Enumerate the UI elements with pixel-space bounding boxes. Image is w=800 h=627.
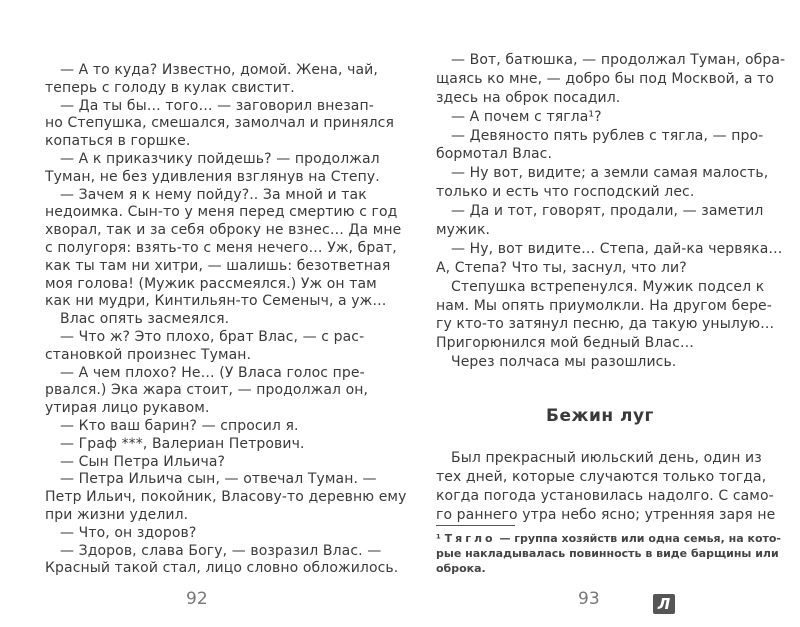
footnote-text: — группа хозяйств или одна семья, на кото- — [499, 532, 781, 545]
text-line: — Кто ваш барин? — спросил я. — [60, 417, 299, 434]
text-line: Пригорюнился мой бедный Влас… — [436, 335, 694, 352]
text-line: только и есть что господский лес. — [436, 184, 695, 201]
footnote — [436, 531, 781, 576]
text-line: — Зачем я к нему пойду?.. За мной и так — [60, 186, 367, 203]
chapter-title: Бежин луг — [546, 406, 654, 426]
text-line: А, Степа? Что ты, заснул, что ли? — [436, 259, 687, 276]
footnote-term: Тягло — [444, 532, 496, 545]
text-line: здесь на оброк посадил. — [436, 89, 621, 106]
text-line: — Ну, вот видите… Степа, дай-ка червяка… — [451, 240, 783, 257]
text-line: Петр Ильич, покойник, Власову-то деревню ему — [45, 489, 407, 506]
footnote-line: рые накладывалась повинность в виде барщины или — [436, 547, 779, 560]
text-line: когда погода установилась надолго. С само- — [436, 488, 774, 504]
text-line: хворал, так и за себя оброку не взнес… Да мне — [45, 222, 402, 239]
text-line: гу кто-то затянул песню, да такую унылую… — [436, 316, 775, 333]
text-line: Степушка встрепенулся. Мужик подсел к — [451, 278, 765, 295]
page-number: 92 — [186, 589, 208, 609]
text-line: как ты там ни хитри, — шалишь: безответная — [45, 257, 391, 274]
right-page-text — [436, 51, 786, 372]
text-line: — Что, он здоров? — [60, 524, 197, 541]
text-line: Влас опять засмеялся. — [60, 311, 230, 328]
text-line: бормотал Влас. — [436, 146, 553, 163]
text-line: как ни мудри, Кинтильян-то Семеныч, а уж… — [45, 293, 387, 310]
text-line: — Вот, батюшка, — продолжал Туман, обра- — [451, 52, 786, 68]
text-line: — Что ж? Это плохо, брат Влас, — с рас- — [60, 328, 365, 345]
text-line: — Сын Петра Ильича? — [60, 453, 226, 470]
text-line: тех дней, которые случаются только тогда, — [436, 469, 767, 485]
text-line: — А чем плохо? Не… (У Власа голос пре- — [60, 364, 365, 381]
text-line: го раннего утра небо ясно; утренняя заря не — [436, 507, 776, 523]
left-page-text — [45, 62, 407, 578]
footnote-line: оброка. — [436, 562, 486, 575]
text-line: нам. Мы опять приумолкли. На другом бере- — [436, 297, 772, 314]
text-line: теперь с голоду в кулак свистит. — [45, 79, 295, 96]
text-line: — Граф ***, Валериан Петрович. — [60, 435, 305, 452]
publisher-logo: Л — [653, 594, 675, 614]
text-line: щаясь ко мне, — добро бы под Москвой, а то — [436, 70, 775, 87]
text-line: — Ну вот, видите; а земли самая малость, — [451, 165, 769, 182]
text-line: моя голова! (Мужик рассмеялся.) Уж он там — [45, 275, 377, 292]
text-line: — А то куда? Известно, домой. Жена, чай, — [60, 62, 378, 78]
footnote-line — [436, 531, 781, 546]
text-line: недоимка. Сын-то у меня перед смертию с год — [45, 204, 398, 221]
text-line: утирая лицо рукавом. — [45, 400, 210, 417]
text-line: Красный такой стал, лицо словно обложилось. — [45, 560, 399, 577]
text-line: — Да и тот, говорят, продали, — заметил — [451, 203, 764, 220]
text-line: — Да ты бы… того… — заговорил внезап- — [60, 97, 374, 114]
right-page — [400, 0, 800, 627]
chapter-paragraph — [436, 449, 776, 525]
text-line: мужик. — [436, 222, 491, 239]
text-line: становкой произнес Туман. — [45, 346, 252, 363]
text-line: при жизни уделил. — [45, 506, 189, 523]
text-line: Был прекрасный июльский день, один из — [451, 450, 762, 466]
text-line: но Степушка, смешался, замолчал и принялся — [45, 115, 395, 132]
text-line: рвался.) Эка жара стоит, — продолжал он, — [45, 382, 369, 399]
text-line: — Здоров, слава Богу, — возразил Влас. — — [60, 542, 382, 559]
footnote-marker: ¹ — [436, 532, 441, 545]
text-line: Через полчаса мы разошлись. — [451, 354, 677, 371]
page-number: 93 — [578, 589, 600, 609]
text-line: копаться в горшке. — [45, 133, 191, 150]
text-line: — Петра Ильича сын, — отвечал Туман. — — [60, 471, 377, 488]
text-line: — А к приказчику пойдешь? — продолжал — [60, 150, 380, 167]
footnote-divider — [436, 525, 515, 526]
text-line: — А почем с тягла¹? — [451, 108, 602, 125]
text-line: Туман, не без удивления взглянув на Степу. — [45, 168, 380, 185]
text-line: с полугоря: взять-то с меня нечего… Уж, брат, — [45, 239, 397, 256]
text-line: — Девяносто пять рублев с тягла, — про- — [451, 127, 764, 144]
